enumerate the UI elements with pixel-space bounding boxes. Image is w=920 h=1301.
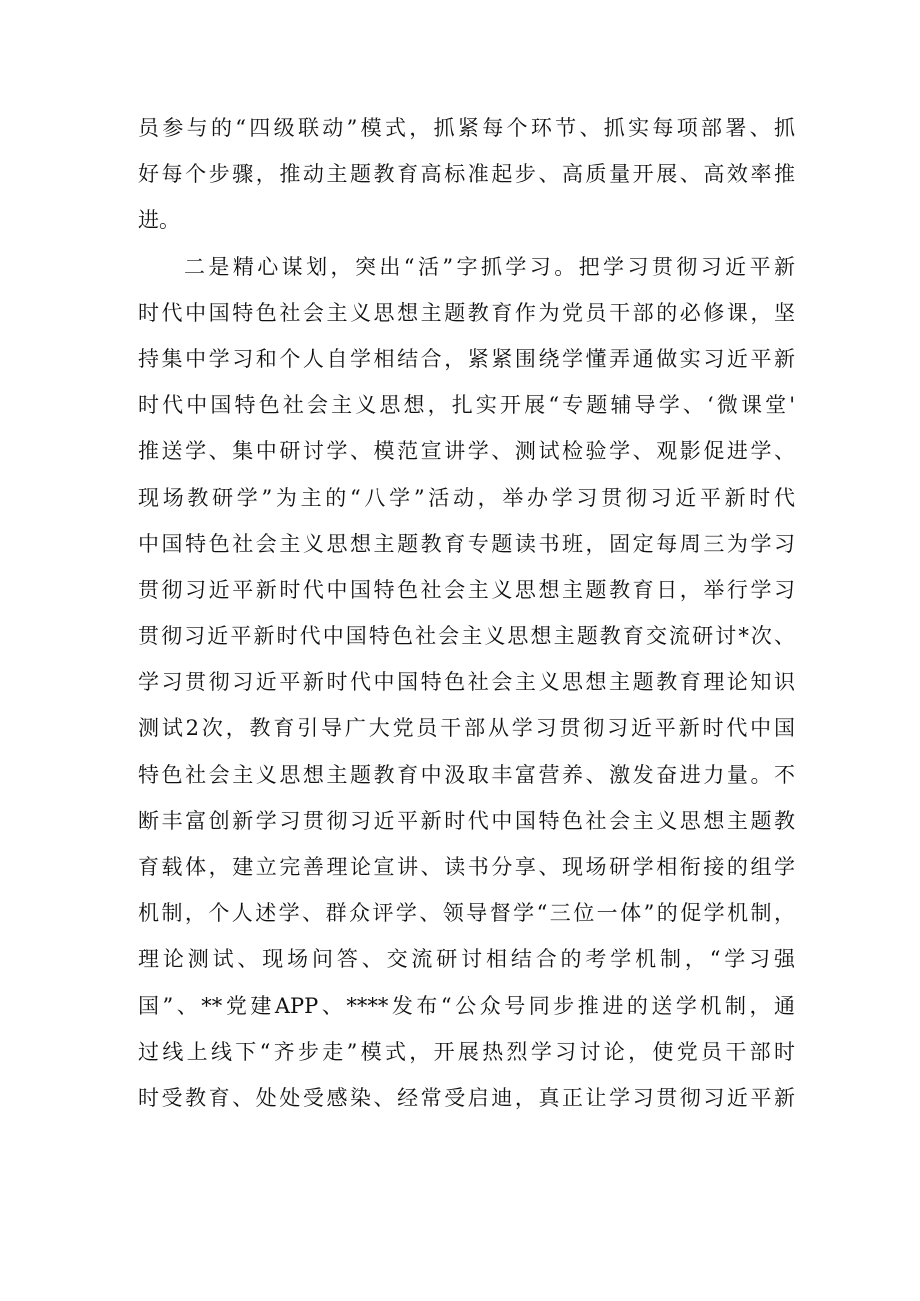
text-line: 理论测试、现场问答、交流研讨相结合的考学机制，“学习强 [138, 947, 795, 972]
text-line: 机制，个人述学、群众评学、领导督学“三位一体”的促学机制， [138, 901, 795, 926]
text-line: 贯彻习近平新时代中国特色社会主义思想主题教育日，举行学习 [138, 577, 795, 602]
document-body [138, 105, 795, 1121]
text-line: 持集中学习和个人自学相结合，紧紧围绕学懂弄通做实习近平新 [138, 346, 795, 371]
text-line: 国”、**党建APP、****发布“公众号同步推进的送学机制，通 [138, 993, 795, 1018]
text-line: 育载体，建立完善理论宣讲、读书分享、现场研学相衔接的组学 [138, 855, 795, 879]
text-line: 测试2次，教育引导广大党员干部从学习贯彻习近平新时代中国 [138, 716, 795, 741]
text-line: 断丰富创新学习贯彻习近平新时代中国特色社会主义思想主题教 [138, 808, 795, 833]
text-line: 特色社会主义思想主题教育中汲取丰富营养、激发奋进力量。不 [138, 762, 795, 787]
text-line: 贯彻习近平新时代中国特色社会主义思想主题教育交流研讨*次、 [138, 624, 795, 649]
text-line: 员参与的“四级联动”模式，抓紧每个环节、抓实每项部署、抓 [138, 116, 795, 140]
text-line: 好每个步骤，推动主题教育高标准起步、高质量开展、高效率推 [138, 162, 795, 187]
text-line: 学习贯彻习近平新时代中国特色社会主义思想主题教育理论知识 [138, 670, 795, 695]
text-line: 时受教育、处处受感染、经常受启迪，真正让学习贯彻习近平新 [138, 1085, 795, 1110]
paragraph-start-line: 二是精心谋划，突出“活”字抓学习。把学习贯彻习近平新 [184, 254, 795, 279]
text-line: 现场教研学”为主的“八学”活动，举办学习贯彻习近平新时代 [138, 485, 795, 510]
text-line: 时代中国特色社会主义思想，扎实开展“专题辅导学、‘微课堂' [138, 393, 795, 418]
text-line: 时代中国特色社会主义思想主题教育作为党员干部的必修课，坚 [138, 300, 795, 325]
text-line: 进。 [138, 208, 180, 233]
text-line: 中国特色社会主义思想主题教育专题读书班，固定每周三为学习 [138, 531, 795, 556]
text-line: 过线上线下“齐步走”模式，开展热烈学习讨论，使党员干部时 [138, 1039, 795, 1064]
text-line: 推送学、集中研讨学、模范宣讲学、测试检验学、观影促进学、 [138, 439, 795, 464]
